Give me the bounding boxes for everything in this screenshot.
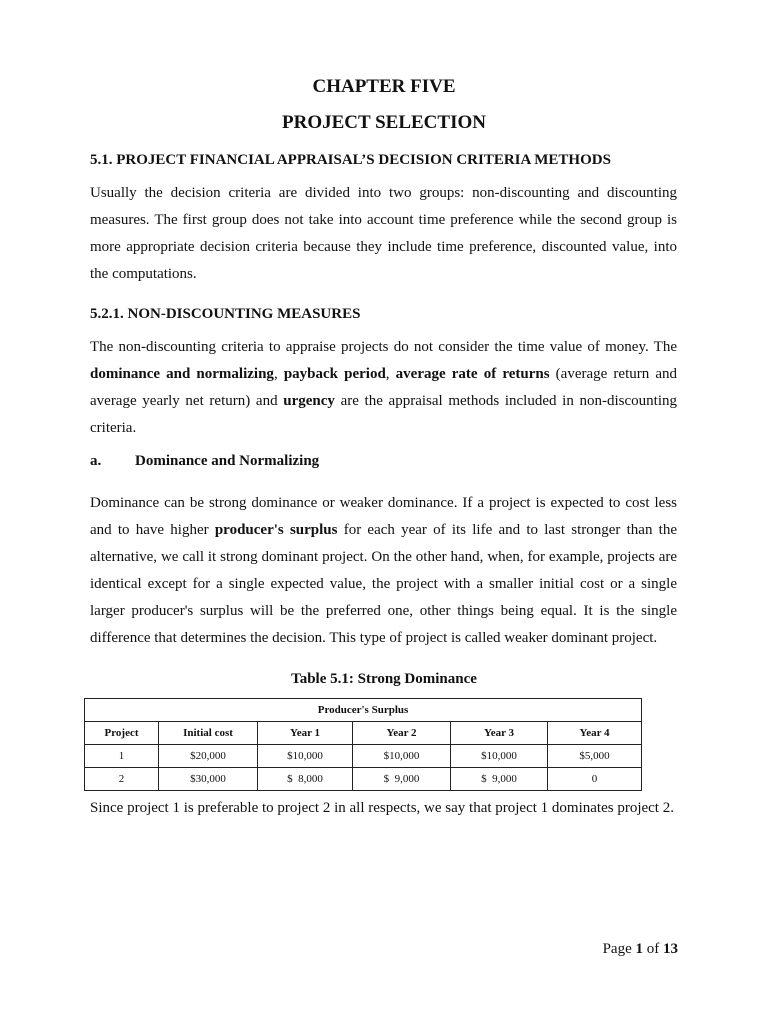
para2-text-1: The non-discounting criteria to appraise projects do not consider the time value of money. The [90,339,677,355]
paragraph-non-discounting [90,334,677,442]
table-cell: $20,000 [159,745,258,768]
section-heading-5-2-1: 5.2.1. NON-DISCOUNTING MEASURES [90,306,361,322]
para3-text-1: Dominance can be strong dominance or weaker dominance. If a project is expected to cost less and to have higher [90,495,677,538]
table-cell: $10,000 [451,745,548,768]
header-cell: Initial cost [159,722,258,745]
table-cell: 1 [85,745,159,768]
footer-of-word: of [643,941,663,957]
table-cell: 0 [548,768,642,791]
table-cell: $ 9,000 [451,768,548,791]
footer-total-pages: 13 [663,941,678,957]
header-cell: Project [85,722,159,745]
table-row [85,768,642,791]
paragraph-dominance [90,490,677,652]
subsection-label: a. [90,453,102,469]
table-cell: $10,000 [258,745,353,768]
para2-text-3: , [385,366,396,382]
para2-text-4: (average return and average yearly net return) and [90,366,678,409]
group-header-cell: Producer's Surplus [85,699,642,722]
table-cell: $5,000 [548,745,642,768]
footer-current-page: 1 [635,941,643,957]
table-cell: 2 [85,768,159,791]
term-average-rate-of-returns: average rate of returns [395,366,550,382]
table-group-header-row [85,699,642,722]
table-row [85,745,642,768]
footer-page-word: Page [602,941,636,957]
paragraph-after-table: Since project 1 is preferable to project 2 in all respects, we say that project 1 dominates project 2. [90,800,674,816]
para3-text-2: for each year of its life and to last stronger than the alternative, we call it strong dominant project. On the other hand, when, for example, projects are identical except for a single expected value, the project with a smaller initial cost or a single larger producer's surplus will be the preferred one, other things being equal. It is the single difference that determines the decision. This type of project is called weaker dominant project. [90,522,677,646]
term-producers-surplus: producer's surplus [214,522,338,538]
table-cell: $30,000 [159,768,258,791]
chapter-subtitle: PROJECT SELECTION [282,112,486,133]
para2-text-5: are the appraisal methods included in non-discounting criteria. [90,393,677,436]
page-number-footer [603,941,678,958]
table-header-row [85,722,642,745]
table-cell: $10,000 [353,745,451,768]
term-payback-period: payback period [283,366,386,382]
section-heading-5-1: 5.1. PROJECT FINANCIAL APPRAISAL’S DECISION CRITERIA METHODS [90,152,611,168]
chapter-title: CHAPTER FIVE [312,76,456,97]
term-urgency: urgency [283,393,335,409]
table-caption: Table 5.1: Strong Dominance [291,671,477,687]
header-cell: Year 3 [451,722,548,745]
header-cell: Year 1 [258,722,353,745]
header-cell: Year 2 [353,722,451,745]
strong-dominance-table [84,698,642,791]
paragraph-decision-criteria: Usually the decision criteria are divided into two groups: non-discounting and discounting measures. The first group does not take into account time preference while the second group is more appropriate decision criteria because they include time preference, discounted value, into the computations. [90,185,677,282]
table-cell: $ 9,000 [353,768,451,791]
term-dominance-normalizing: dominance and normalizing [90,366,274,382]
header-cell: Year 4 [548,722,642,745]
table-cell: $ 8,000 [258,768,353,791]
para2-text-2: , [273,366,284,382]
subsection-heading-a [90,453,319,470]
subsection-title: Dominance and Normalizing [135,453,320,469]
